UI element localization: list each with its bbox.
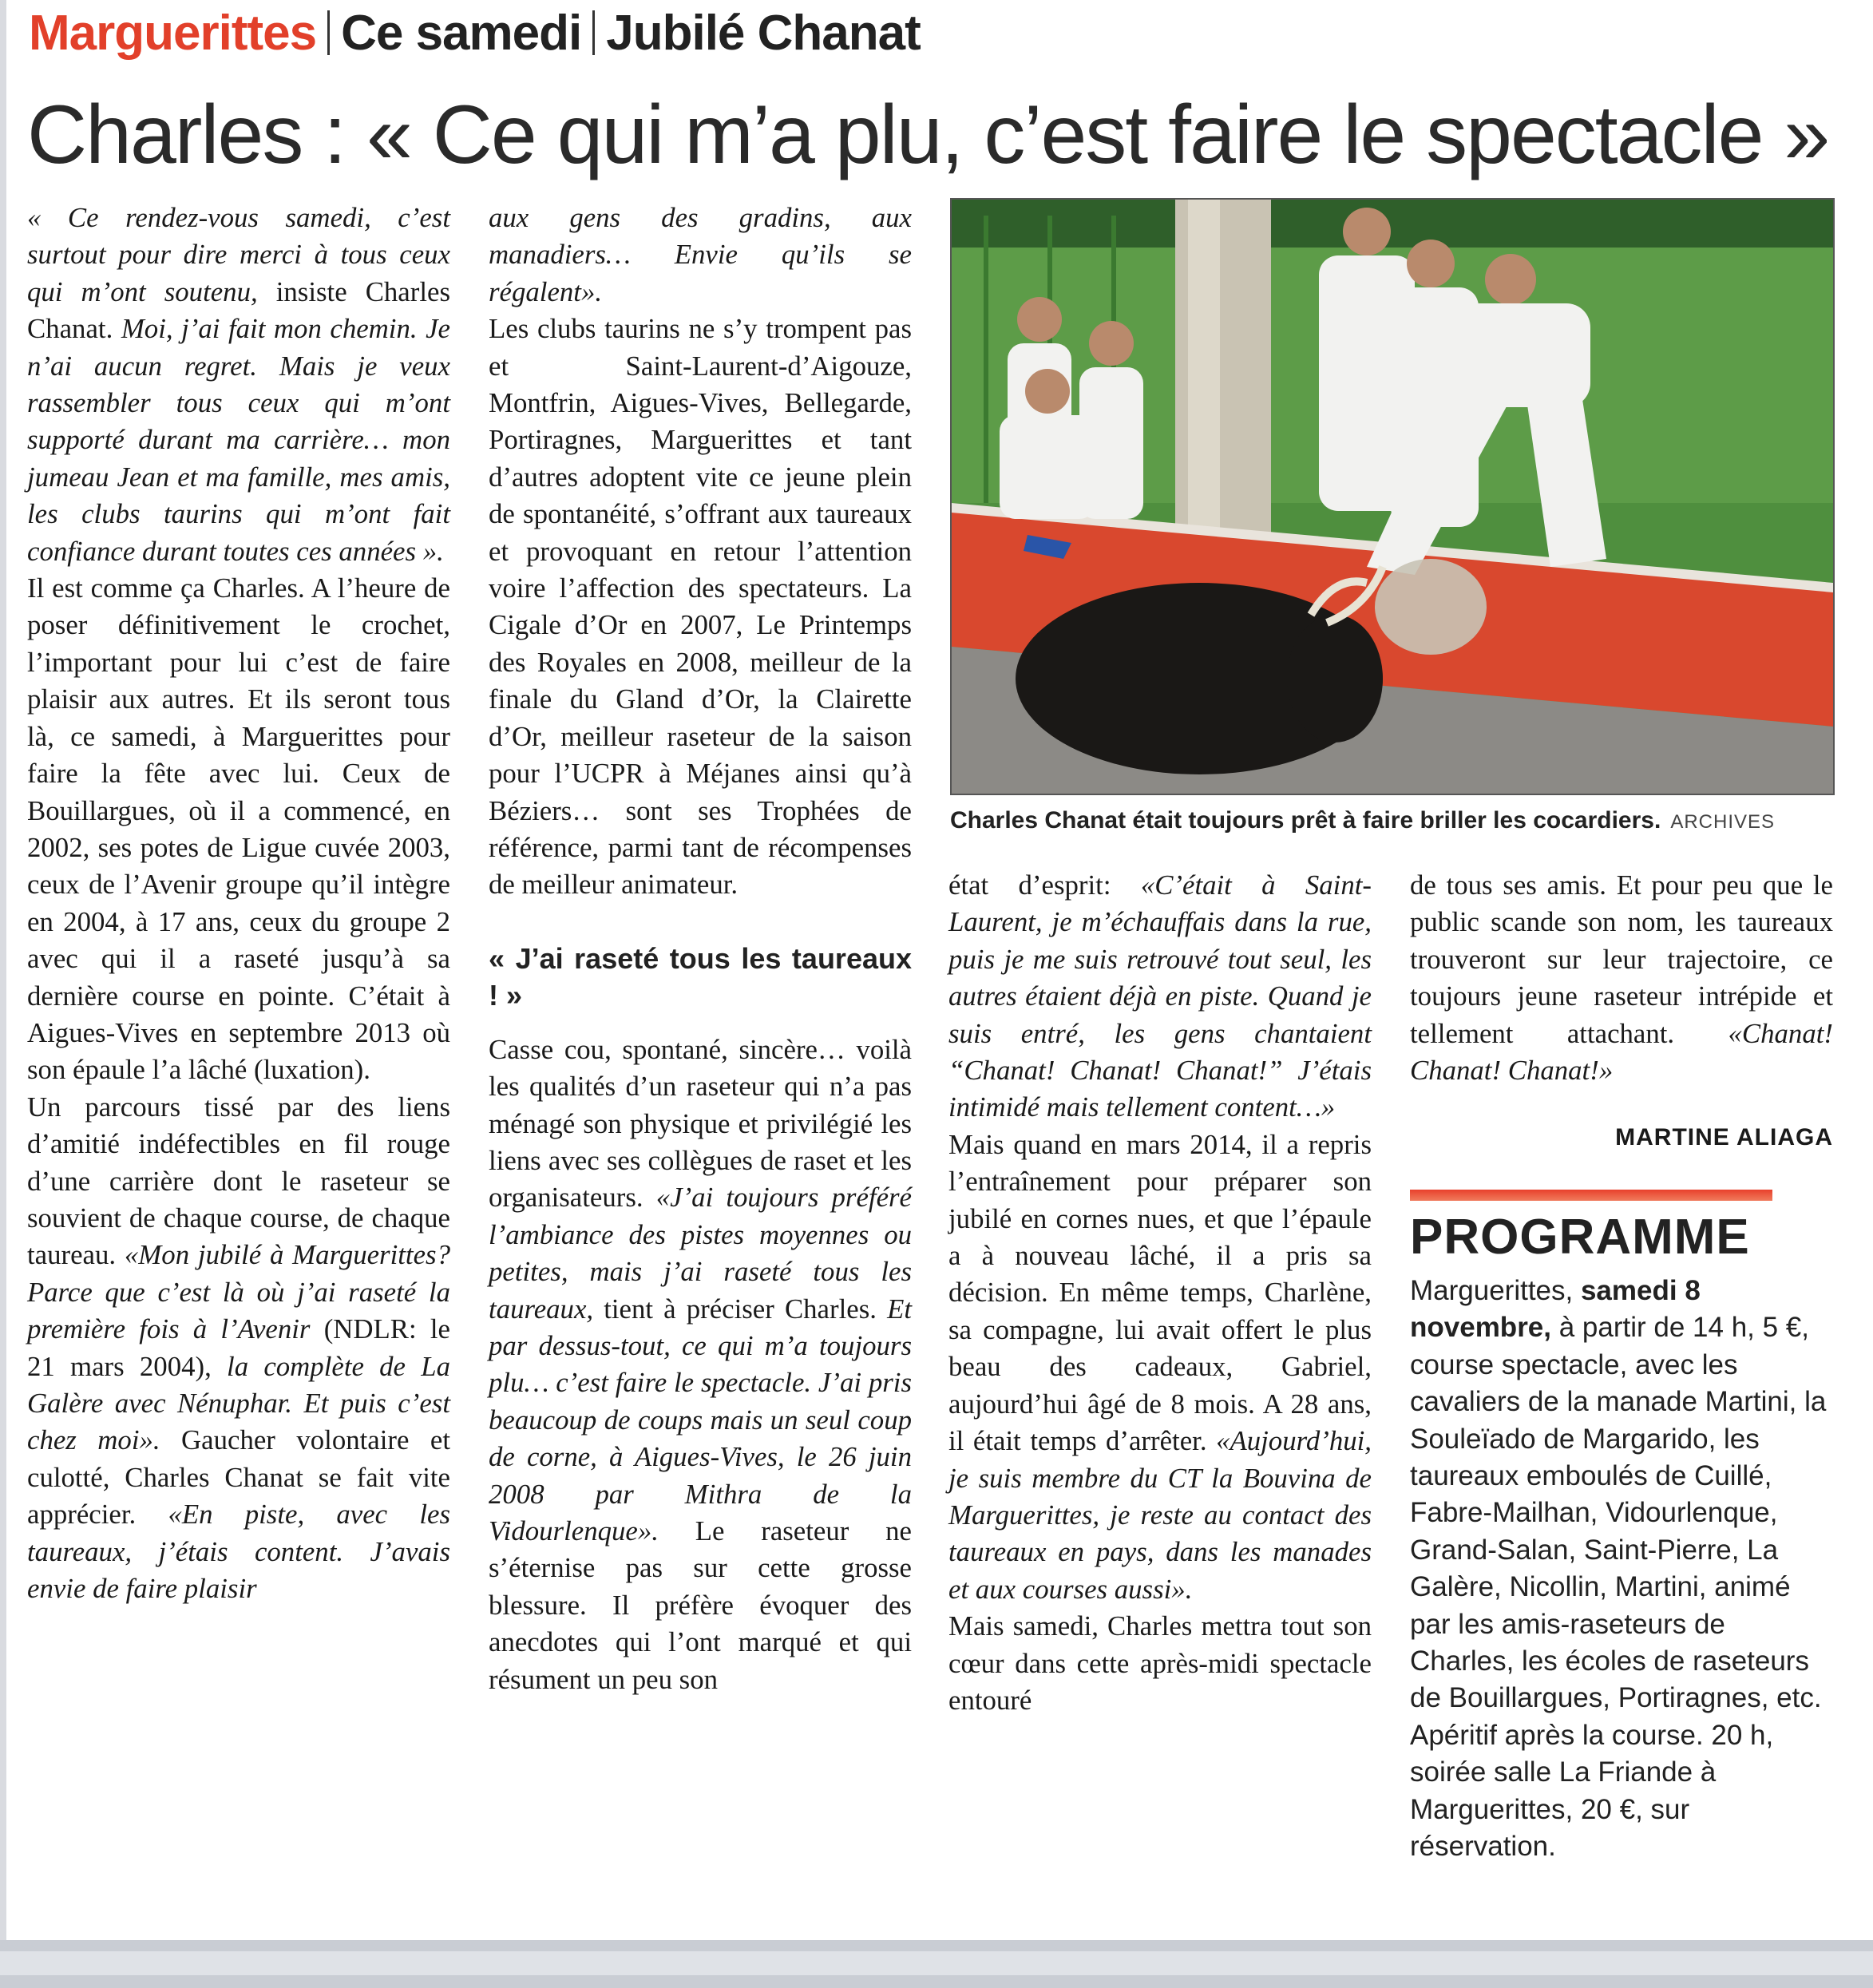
paragraph: Les clubs taurins ne s’y trompent pas et Saint-Laurent-d’Aigouze, Montfrin, Aigues-Vives, Bellegarde, Portiragnes, Marguerittes et tant d’autres adoptent vite ce jeune plein de spontanéité, s’offrant aux taureaux et provoquant en retour l’attention voire l’affection des spectateurs. La Cigale d’Or en 2007, Le Printemps des Royales en 2008, meilleur de la finale du Gland d’Or, la Clairette d’Or, meilleur raseteur de la saison pour l’UCPR à Méjanes ainsi qu’à Béziers… sont ses Trophées de référence, parmi tant de récompenses de meilleur animateur. [489, 313, 912, 901]
author-byline: MARTINE ALIAGA [1615, 1124, 1833, 1150]
article-photo [950, 198, 1835, 795]
subheading: « J’ai raseté tous les taureaux ! » [489, 941, 912, 1012]
programme-text: Marguerittes, samedi 8 novembre, à partir de 14 h, 5 €, course spectacle, avec les cavaliers de la manade Martini, la Souleïado de Margarido, les taureaux emboulés de Cuillé, Fabre-Mailhan, Vidourlenque, Grand-Salan, Saint-Pierre, La Galère, Nicollin, Martini, animé par les amis-raseteurs de Charles, les écoles de raseteurs de Bouillargues, Portiragnes, etc. Apéritif après la course. 20 h, soirée salle La Friande à Marguerittes, 20 €, sur réservation. [1410, 1275, 1827, 1863]
kicker-separator [327, 10, 330, 55]
photo-credit: ARCHIVES [1670, 811, 1776, 833]
headline: Charles : « Ce qui m’a plu, c’est faire le spectacle » [27, 89, 1829, 181]
paragraph: de tous ses amis. Et pour peu que le public scande son nom, les taureaux trouveront sur leur trajectoire, ce toujours jeune raseteur intrépide et tellement attachant. «Chanat! Chanat! Chanat!» [1410, 869, 1833, 1087]
paragraph: état d’esprit: «C’était à Saint-Laurent, je m’échauffais dans la rue, puis je me suis retrouvé tout seul, les autres étaient déjà en piste. Quand je suis entré, les gens chantaient “Chanat! Chanat! Chanat!” J’étais intimidé mais tellement content…» [948, 869, 1372, 1123]
article-column-1 [27, 200, 450, 1607]
paragraph: Mais samedi, Charles mettra tout son cœur dans cette après-midi spectacle entouré [948, 1610, 1372, 1716]
paragraph: Un parcours tissé par des liens d’amitié indéfectibles en fil rouge d’une carrière dont le raseteur se souvient de chaque course, de chaque taureau. «Mon jubilé à Marguerittes? Parce que c’est là où j’ai raseté la première fois à l’Avenir (NDLR: le 21 mars 2004), la complète de La Galère avec Nénuphar. Et puis c’est chez moi». Gaucher volontaire et culotté, Charles Chanat se fait vite apprécier. «En piste, avec les taureaux, j’étais content. J’avais envie de faire plaisir [27, 1091, 451, 1605]
paragraph: aux gens des gradins, aux manadiers… Envie qu’ils se régalent». [489, 202, 912, 307]
paragraph: Casse cou, spontané, sincère… voilà les qualités d’un raseteur qui n’a pas ménagé son physique et privilégié les liens avec ses collègues de raset et les organisateurs. «J’ai toujours préféré l’ambiance des pistes moyennes ou petites, mais j’ai raseté tous les taureaux, tient à préciser Charles. Et par dessus-tout, ce qui m’a toujours plu… c’est faire le spectacle. J’ai pris beaucoup de coups mais un seul coup de corne, à Aigues-Vives, le 26 juin 2008 par Mithra de la Vidourlenque». Le raseteur ne s’éternise pas sur cette grosse blessure. Il préfère évoquer des anecdotes qui l’ont marqué et qui résument un peu son [489, 1033, 912, 1695]
bullfight-photo-illustration [952, 200, 1833, 794]
kicker [29, 5, 921, 61]
kicker-when: Ce samedi [341, 5, 582, 61]
paragraph: Il est comme ça Charles. A l’heure de poser définitivement le crochet, l’important pour lui c’est de faire plaisir aux autres. Et ils seront tous là, ce samedi, à Marguerittes pour faire la fête avec lui. Ceux de Bouillargues, où il a commencé, en 2002, ses potes de Ligue cuvée 2003, ceux de l’Avenir groupe qu’il intègre en 2004, à 17 ans, ceux du groupe 2 avec qui il a raseté jusqu’à sa dernière course en pointe. C’était à Aigues-Vives en septembre 2013 où son épaule l’a lâché (luxation). [27, 572, 450, 1086]
article-column-3 [948, 867, 1372, 1719]
page-edge [0, 0, 6, 1988]
paragraph: Mais quand en mars 2014, il a repris l’entraînement pour préparer son jubilé en cornes nues, et que l’épaule a à nouveau lâché, il a pris sa décision. En même temps, Charlène, sa compagne, lui avait offert le plus beau des cadeaux, Gabriel, aujourd’hui âgé de 8 mois. A 28 ans, il était temps d’arrêter. «Aujourd’hui, je suis membre du CT la Bouvina de Marguerittes, je reste au contact des taureaux en pays, dans les manades et aux courses aussi». [948, 1128, 1372, 1605]
kicker-separator [592, 10, 595, 55]
kicker-event: Jubilé Chanat [606, 5, 921, 61]
caption-text: Charles Chanat était toujours prêt à faire briller les cocardiers. [950, 807, 1661, 834]
programme-accent-bar [1410, 1190, 1772, 1201]
article-column-4 [1410, 867, 1833, 1089]
programme-title: PROGRAMME [1410, 1210, 1750, 1265]
paragraph: « Ce rendez-vous samedi, c’est surtout pour dire merci à tous ceux qui m’ont soutenu, insiste Charles Chanat. Moi, j’ai fait mon chemin. Je n’ai aucun regret. Mais je veux rassembler tous ceux qui m’ont supporté durant ma carrière… mon jumeau Jean et ma famille, mes amis, les clubs taurins qui m’ont fait confiance durant toutes ces années ». [27, 202, 450, 567]
article-column-2 [489, 200, 912, 1698]
page-bottom-strip [0, 1940, 1873, 1988]
kicker-place: Marguerittes [29, 5, 317, 61]
photo-caption [950, 805, 1831, 838]
